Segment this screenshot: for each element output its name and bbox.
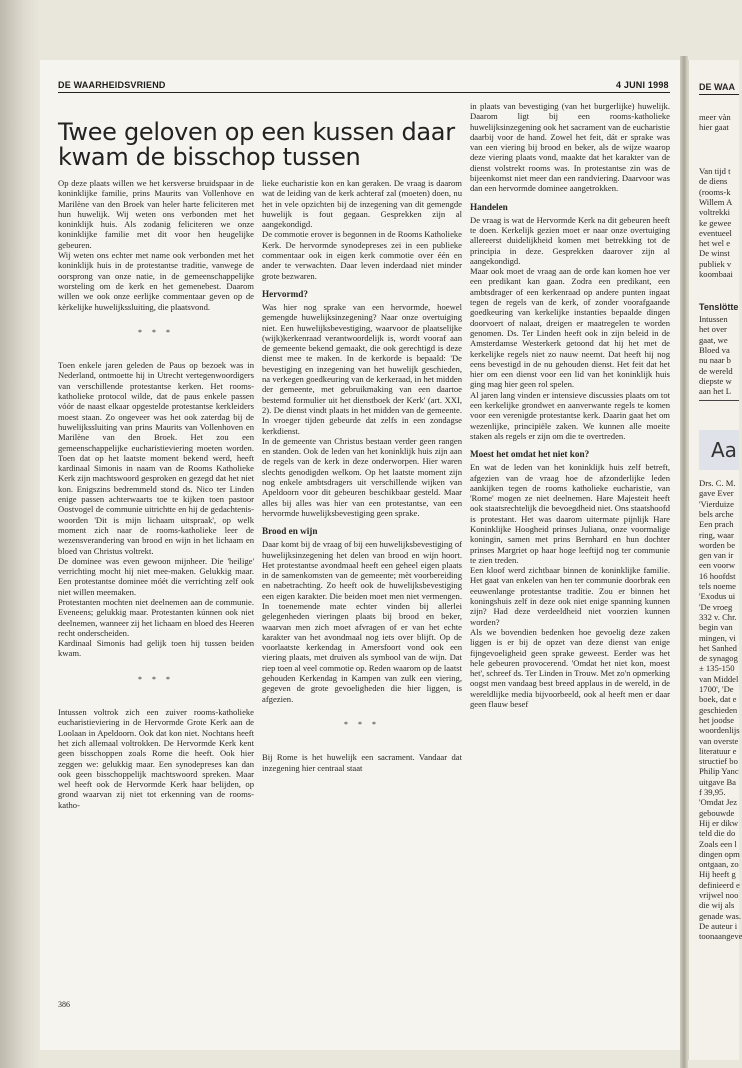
section-heading: Brood en wijn xyxy=(262,526,318,537)
facing-text-line: het wel e xyxy=(699,238,731,249)
facing-text-line: ke gewee xyxy=(699,217,732,228)
facing-text-line: 'Omdat Jez xyxy=(699,797,738,808)
facing-text-line: het over xyxy=(699,324,727,335)
paragraph: Was hier nog sprake van een hervormde, hoewel gemengde huwelijksinzegening? Naar onze overtuiging niet. Een huwelijksbevestiging, waarvoor de plaatselijke (wijk)kerkenraad verantwoordelijk is, wordt vooraf aan de gemeente bekend gemaakt, die ook gerechtigd is deze dienst mee te maken. In de kerkorde is bepaald: 'De bevestiging en inzegening van het huwelijk geschieden, na verkegen goedkeuring van de kerkeraad, in het midden der gemeente, met gebruikmaking van een daartoe bestemd formulier uit het dienstboek der Kerk' (art. XXI, 2). De dienst vindt plaats in het midden van de gemeente. In vroeger tijden gebeurde dat zelfs in een zondagse kerkdienst. xyxy=(262,301,462,436)
facing-text-line: gebouwde xyxy=(699,807,735,818)
paragraph: In de gemeente van Christus bestaan verder geen rangen en standen. Ook de leden van het koninklijk huis zijn aan de regels van de kerk in deze onderworpen. Hier waren slechts genodigden welkom. Op het laatste moment zijn nog enkele ambtsdragers uit verschillende wijken van Apeldoorn voor dit gebeuren beschikbaar gesteld. Maar alles bij alles was hier van een protestantse, van een hervormde huwelijksbevestiging geen sprake. xyxy=(262,435,462,518)
page-gutter xyxy=(680,56,688,1068)
facing-text-line: mingen, vi xyxy=(699,632,736,643)
facing-text-line: 1700', 'De xyxy=(699,684,734,694)
facing-text-line: boek, dat e xyxy=(699,694,737,705)
running-header-title: DE WAARHEIDSVRIEND xyxy=(58,80,166,90)
facing-text-line: begin van xyxy=(699,622,733,633)
article-column-1 xyxy=(58,178,254,958)
facing-text-line: 332 v. Chr. xyxy=(699,611,737,622)
facing-text-line: definieerd e xyxy=(699,879,740,890)
paragraph: De vraag is wat de Hervormde Kerk na dit gebeuren heeft te doen. Kerkelijk gezien moet er naar onze overtuiging allereerst duidelijkheid komen met betrekking tot de principia in deze. Gesprekken daarover zijn al aangekondigd. xyxy=(470,214,670,266)
facing-text-line: ring, waar xyxy=(699,529,734,540)
section-heading: Moest het omdat het niet kon? xyxy=(470,449,590,460)
facing-text-line: De auteur i xyxy=(699,920,738,931)
paragraph: Kardinaal Simonis had gelijk toen hij tussen beiden kwam. xyxy=(58,638,254,659)
paragraph: in plaats van bevestiging (van het burgerlijke) huwelijk. Daarom ligt bij een rooms-katholieke huwelijksinzegening ook het sacrament van de eucharistie daarbij voor de hand. Zowel het feit, dát er sprake was van een viering bij brood en beker, als de wijze waarop deze viering plaats vond, maakte dat het karakter van de dienst volstrekt rooms was. In protestantse zin was de bijeenkomst niet meer dan een randviering. Daarvoor was dan een hervormde dominee aangetrokken. xyxy=(470,101,670,194)
paragraph: Wij weten ons echter met name ook verbonden met het koninklijk huis in de protestantse traditie, vanwege de oorsprong van onze natie, in de gemeenschappelijke worsteling om de kerk en het gemenebest. Daarom willen we ook onze eerlijke commentaar geven op de kèrkelijke huwelijkssluiting, die plaatsvond. xyxy=(58,250,254,312)
facing-text-line: van Middel xyxy=(699,673,739,684)
facing-page xyxy=(688,60,742,1060)
facing-divider xyxy=(699,400,739,401)
section-heading: Hervormd? xyxy=(262,288,308,299)
facing-text-line: toonaangeve xyxy=(699,931,742,942)
facing-header-rule xyxy=(699,94,739,95)
paragraph: En wat de leden van het koninklijk huis zelf betreft, afgezien van de vraag hoe de afzonderlijke leden aankijken tegen de rooms katholieke eucharistie, van 'Rome' mogen ze niet deelnemen. Hare Majesteit heeft ook staatsrechtelijk die bevoegdheid niet. Ons staatshoofd is protestant. Het was daarom uitermate pijnlijk Hare Koninklijke Hoogheid prinses Juliana, onze voormalige koningin, samen met prins Bernhard en hun dochter prinses Margriet op haar hoge leeftijd nog ter communie te zien treden. xyxy=(470,462,670,565)
section-separator: * * * xyxy=(138,674,174,684)
facing-text-line: (rooms-k xyxy=(699,186,731,197)
facing-text-line: 'Vierduize xyxy=(699,498,734,509)
facing-text-line: aan het L xyxy=(699,386,731,397)
section-heading: Handelen xyxy=(470,201,508,212)
facing-text-line: hier gaat xyxy=(699,122,729,133)
facing-text-line: voltrekki xyxy=(699,207,731,218)
facing-text-line: Een prach xyxy=(699,519,734,530)
facing-text-line: eventueel xyxy=(699,227,732,238)
facing-text-line: gave Ever xyxy=(699,488,734,499)
facing-text-line: Zoals een l xyxy=(699,838,737,849)
facing-text-line: Drs. C. M. xyxy=(699,478,736,488)
facing-text-line: tels noeme xyxy=(699,581,736,591)
facing-text-line: een voorw xyxy=(699,560,736,571)
facing-text-line: Hij er dikw xyxy=(699,817,739,828)
paragraph: Bij Rome is het huwelijk een sacrament. Vandaar dat inzegening hier centraal staat xyxy=(262,752,462,773)
facing-banner-text: Aa xyxy=(711,438,737,462)
facing-text-line: Bloed va xyxy=(699,344,730,355)
facing-text-line: de synagog xyxy=(699,653,738,664)
article-column-2 xyxy=(262,178,462,923)
facing-text-line: het joodse xyxy=(699,714,735,725)
facing-text-line: nu naar b xyxy=(699,355,731,366)
facing-text-line: de wereld xyxy=(699,365,733,376)
paragraph: De commotie erover is begonnen in de Rooms Katholieke Kerk. De hervormde synodepreses zei in een publieke commentaar ook in eigen kerk commotie over één en ander te verwachten. Daar leven inderdaad niet minder grote bezwaren. xyxy=(262,229,462,281)
section-separator: * * * xyxy=(138,327,174,337)
facing-text-line: genade was. xyxy=(699,910,741,921)
facing-text-line: koombaai xyxy=(699,269,733,279)
facing-text-line: uitgave Ba xyxy=(699,776,736,787)
facing-text-line: Hij heeft g xyxy=(699,869,736,880)
page-number: 386 xyxy=(58,1000,70,1009)
facing-text-line: ontgaan, zo xyxy=(699,859,739,870)
paragraph: Op deze plaats willen we het kersverse bruidspaar in de koninklijke familie, prins Maurits van Vollenhove en Marilène van den Broek van heler harte feliciteren met hun huwelijk. Wij weten ons verbonden met het koninklijk huis. Als zodanig feliciteren we onze koninklijke familie met dit voor hen heugelijke gebeuren. xyxy=(58,178,254,250)
facing-text-line: gaat, we xyxy=(699,334,728,345)
facing-text-line: gen van ir xyxy=(699,550,734,561)
facing-text-line: 'Exodus ui xyxy=(699,591,736,602)
facing-text-line: 16 hoofdst xyxy=(699,570,736,581)
paragraph: Maar ook moet de vraag aan de orde kan komen hoe ver een predikant kan gaan. Zodra een predikant, een ambtsdrager of een kerkenraad op andere punten ingaat tegen de regels van de kerk, of zonder voorafgaande goedkeuring van kerkelijke instanties bepaalde dingen doorvoert of nalaat, dreigen er maatregelen te worden genomen. Ds. Ter Linden heeft ook in zijn beleid in de Amsterdamse Westerkerk getoond dat hij het met de kerkelijke regels niet zo nauw neemt. Dat heeft hij nog eens bevestigd in de nu gehouden dienst. Het feit dat het hier om een dienst voor een lid van het koninklijk huis ging mag hier geen rol spelen. xyxy=(470,266,670,390)
facing-text-line: teld die do xyxy=(699,828,736,839)
article-column-3 xyxy=(470,101,670,961)
paragraph: De dominee was even gewoon mijnheer. Die 'heilige' verrichting mocht hij niet mee-maken. Gelukkig maar. Een protestantse dominee móét die verrichting zelf ook niet willen meemaken. xyxy=(58,555,254,597)
facing-banner xyxy=(699,430,739,470)
facing-text-line: ± 135-150 xyxy=(699,663,735,674)
facing-text-line: vrijwel noo xyxy=(699,890,739,900)
facing-text-line: Philip Yanc xyxy=(699,766,739,777)
facing-running-title: DE WAA xyxy=(699,82,735,92)
facing-text-line: meer vàn xyxy=(699,112,731,122)
facing-text-line: het Sanhed xyxy=(699,642,737,653)
facing-text-line: diepste w xyxy=(699,375,732,386)
paragraph: Als we bovendien bedenken hoe gevoelig deze zaken liggen is er bij de opzet van deze dienst van enige fijngevoeligheid geen sprake geweest. Eerder was het hele gebeuren provocerend. 'Omdat het niet kon, moest het', schreef ds. Ter Linden in Trouw. Met zo'n opmerking oogst men vandaag best breed applaus in de wereld, in de wereldlijke media bijvoorbeeld, ook al heeft men er daar geen flauw besef xyxy=(470,626,670,710)
facing-text-line: worden be xyxy=(699,539,736,550)
paragraph: Toen enkele jaren geleden de Paus op bezoek was in Nederland, ontmoette hij in Utrecht vertegenwoordigers van verschillende protestantse kerken. Het rooms-katholieke protocol wilde, dat de paus enkele passen vóór de naast elkaar opgestelde protestantse kerkleiders moest staan. Zo ongeveer was het ook zaterdag bij de huwelijkssluiting van prins Maurits van Vollenhoven en Marilène van den Broek. Het zou een gemeenschappelijke eucharistieviering moeten worden. Toen dat op het laatste moment bekend werd, heeft kardinaal Simonis in naam van de Rooms Katholieke Kerk zijn machtswoord gesproken en gezegd dat het niet kon. Enigszins bedremmeld stond ds. Nico ter Linden enige passen achterwaarts toe te kijken toen pastoor Oostvogel de communie uitrichtte en hij de gedachtenis-woorden 'Dit is mijn lichaam uitspraak', op welk moment zich naar de rooms-katholieke leer de wezensverandering van brood en wijn in het lichaam en bloed van Christus voltrekt. xyxy=(58,360,254,556)
section-separator: * * * xyxy=(344,719,380,729)
facing-subheading: Tenslötte xyxy=(699,302,739,312)
paragraph: Daar komt bij de vraag of bij een huwelijksbevestiging of huwelijksinzegening het delen van brood en wijn hoort. Het protestantse avondmaal heeft een geheel eigen plaats in de samenkomsten van de gemeente; mèt voorbereiding en nabetrachting. Zo heeft ook de huwelijksbevestiging een eigen karakter. Die beiden moet men niet vermengen. In toenemende mate echter vinden bij allerlei gelegenheden vieringen plaats bij brood en beker, waarvan men zich moet afvragen of er van het echte karakter van het avondmaal nog iets over blijft. Op de voorlaatste kerkendag in Amersfoort vond ook een viering plaats, met druiven als symbool van de wijn. Dat riep toen al veel commotie op. Reden waarom op de laatst gehouden Kerkendag in Kampen van zulk een viering, gegeven de grote gevoeligheden die hier liggen, is afgezien. xyxy=(262,539,462,704)
facing-text-line: woordenlijs xyxy=(699,725,740,736)
running-header-date: 4 JUNI 1998 xyxy=(616,80,669,90)
article-headline: Twee geloven op een kussen daar kwam de bisschop tussen xyxy=(58,118,455,171)
facing-text-line: van overste xyxy=(699,735,739,746)
header-rule xyxy=(58,92,670,93)
facing-text-line: 'De vroeg xyxy=(699,601,733,612)
facing-text-line: Willem A xyxy=(699,196,733,207)
paragraph: lieke eucharistie kon en kan geraken. De vraag is daarom wat de leiding van de kerk achteraf zal (moeten) doen, nu het in vele opzichten bij de inzegening van dit gemengde huwelijk is fout gegaan. Gesprekken zijn al aangekondigd. xyxy=(262,178,462,230)
facing-text-line: dingen opm xyxy=(699,848,740,859)
facing-text-line: f 39,95. xyxy=(699,787,726,797)
facing-text-line: bels arche xyxy=(699,508,734,519)
paragraph: Al jaren lang vinden er intensieve discussies plaats om tot een kerkelijke grondwet en aanverwante regels te komen voor een verenigde protestantse kerk. Daarin gaat het om wezenlijke, principiële zaken. We kunnen alle moeite staken als regels er zijn om die te overtreden. xyxy=(470,389,670,441)
paragraph: Protestanten mochten niet deelnemen aan de communie. Eveneens; gelukkig maar. Protestanten kúnnen ook niet deelnemen, wanneer zij het lichaam en bloed des Heeren recht onderscheiden. xyxy=(58,596,254,638)
paragraph: Intussen voltrok zich een zuiver rooms-katholieke eucharistieviering in de Hervormde Grote Kerk aan de Loolaan in Apeldoorn. Ook dat kon niet. Nochtans heeft het zich allemaal voltrokken. De Hervormde Kerk kent geen bisschoppen zoals Rome die heeft. Ook hier zeggen we: gelukkig maar. Een synodepreses kan dan ook geen bisschoppelijk machtswoord spreken. Maar wel heeft ook de Hervormde Kerk haar belijden, op grond waarvan zij niet tot erkenning van de rooms-katho- xyxy=(58,707,254,810)
facing-text-line: Van tijd t xyxy=(699,166,731,176)
facing-text-line: de diens xyxy=(699,176,728,187)
facing-text-line: De winst xyxy=(699,248,730,259)
facing-text-line: publiek v xyxy=(699,258,732,269)
paragraph: Een kloof werd zichtbaar binnen de koninklijke familie. Het gaat van enkelen van hen ter communie doorbrak een eeuwenlange protestantse traditie. Zou er binnen het koningshuis zelf in deze ook niet enige spanning kunnen zijn? Had deze verdeeldheid niet voorzien kunnen worden? xyxy=(470,565,670,627)
facing-text-line: Intussen xyxy=(699,314,728,324)
facing-text-line: die wij als xyxy=(699,900,735,911)
facing-text-line: structief bo xyxy=(699,756,738,767)
page-edge-shadow xyxy=(0,0,40,1068)
facing-text-line: geschieden xyxy=(699,704,738,715)
facing-text-line: literatuur e xyxy=(699,745,737,756)
